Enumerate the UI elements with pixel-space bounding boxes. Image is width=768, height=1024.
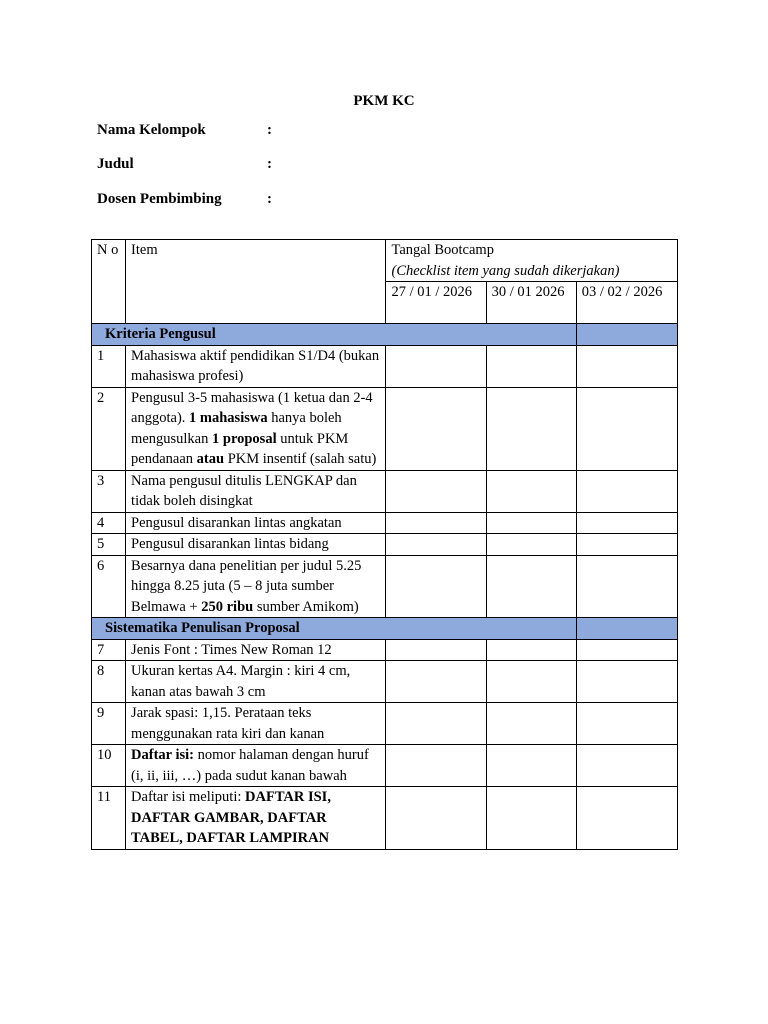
check-cell[interactable] [386, 639, 486, 661]
check-cell[interactable] [386, 512, 486, 534]
check-cell[interactable] [576, 345, 677, 387]
row-item: Daftar isi: nomor halaman dengan huruf (i, ii, iii, …) pada sudut kanan bawah [126, 745, 386, 787]
check-cell[interactable] [486, 387, 576, 470]
row-item: Ukuran kertas A4. Margin : kiri 4 cm, kanan atas bawah 3 cm [126, 661, 386, 703]
header-row [92, 240, 678, 282]
row-number: 9 [92, 703, 126, 745]
row-item: Pengusul 3-5 mahasiswa (1 ketua dan 2-4 anggota). 1 mahasiswa hanya boleh mengusulkan 1 proposal untuk PKM pendanaan atau PKM insentif (salah satu) [126, 387, 386, 470]
check-cell[interactable] [386, 387, 486, 470]
section-filler [576, 324, 677, 346]
check-cell[interactable] [486, 745, 576, 787]
table-row [92, 470, 678, 512]
row-item: Jarak spasi: 1,15. Perataan teks menggunakan rata kiri dan kanan [126, 703, 386, 745]
check-cell[interactable] [386, 345, 486, 387]
row-item: Nama pengusul ditulis LENGKAP dan tidak boleh disingkat [126, 470, 386, 512]
check-cell[interactable] [576, 512, 677, 534]
check-cell[interactable] [576, 639, 677, 661]
meta-supervisor [97, 191, 272, 208]
table-row [92, 703, 678, 745]
check-cell[interactable] [486, 534, 576, 556]
document-title: PKM KC [353, 93, 415, 109]
check-cell[interactable] [386, 661, 486, 703]
table-row [92, 345, 678, 387]
header-item: Item [126, 240, 386, 324]
check-cell[interactable] [486, 787, 576, 850]
meta-separator: : [267, 156, 272, 172]
meta-group-name [97, 122, 272, 139]
section-title: Sistematika Penulisan Proposal [92, 618, 577, 640]
row-number: 1 [92, 345, 126, 387]
date-col-3: 03 / 02 / 2026 [576, 282, 677, 324]
date-col-2: 30 / 01 2026 [486, 282, 576, 324]
check-cell[interactable] [576, 661, 677, 703]
row-number: 7 [92, 639, 126, 661]
table-row [92, 787, 678, 850]
check-cell[interactable] [576, 534, 677, 556]
table-row [92, 387, 678, 470]
section-filler [576, 618, 677, 640]
checklist-table [91, 239, 678, 850]
row-number: 5 [92, 534, 126, 556]
check-cell[interactable] [576, 555, 677, 618]
row-number: 11 [92, 787, 126, 850]
check-cell[interactable] [576, 703, 677, 745]
meta-title [97, 156, 272, 173]
table-row [92, 745, 678, 787]
check-cell[interactable] [486, 703, 576, 745]
meta-label: Nama Kelompok [97, 122, 206, 138]
section-header [92, 618, 678, 640]
row-item: Pengusul disarankan lintas angkatan [126, 512, 386, 534]
check-cell[interactable] [486, 555, 576, 618]
table-row [92, 639, 678, 661]
check-cell[interactable] [386, 555, 486, 618]
section-header [92, 324, 678, 346]
header-group-title: Tangal Bootcamp [391, 242, 494, 258]
row-item: Besarnya dana penelitian per judul 5.25 hingga 8.25 juta (5 – 8 juta sumber Belmawa + 250 ribu sumber Amikom) [126, 555, 386, 618]
section-title: Kriteria Pengusul [92, 324, 577, 346]
table-row [92, 512, 678, 534]
header-group-subtitle: (Checklist item yang sudah dikerjakan) [391, 262, 620, 279]
date-col-1: 27 / 01 / 2026 [386, 282, 486, 324]
row-number: 10 [92, 745, 126, 787]
row-item: Pengusul disarankan lintas bidang [126, 534, 386, 556]
check-cell[interactable] [486, 470, 576, 512]
check-cell[interactable] [386, 470, 486, 512]
row-number: 2 [92, 387, 126, 470]
meta-separator: : [267, 122, 272, 138]
meta-label: Judul [97, 156, 134, 172]
table-row [92, 661, 678, 703]
meta-label: Dosen Pembimbing [97, 191, 222, 207]
check-cell[interactable] [576, 387, 677, 470]
check-cell[interactable] [576, 470, 677, 512]
row-number: 3 [92, 470, 126, 512]
row-item: Daftar isi meliputi: DAFTAR ISI, DAFTAR GAMBAR, DAFTAR TABEL, DAFTAR LAMPIRAN [126, 787, 386, 850]
check-cell[interactable] [576, 787, 677, 850]
meta-separator: : [267, 191, 272, 207]
header-group [386, 240, 678, 282]
check-cell[interactable] [386, 787, 486, 850]
row-item: Jenis Font : Times New Roman 12 [126, 639, 386, 661]
row-number: 6 [92, 555, 126, 618]
check-cell[interactable] [386, 745, 486, 787]
check-cell[interactable] [486, 512, 576, 534]
check-cell[interactable] [486, 661, 576, 703]
table-row [92, 555, 678, 618]
check-cell[interactable] [486, 639, 576, 661]
check-cell[interactable] [386, 703, 486, 745]
table-row [92, 534, 678, 556]
row-item: Mahasiswa aktif pendidikan S1/D4 (bukan mahasiswa profesi) [126, 345, 386, 387]
row-number: 4 [92, 512, 126, 534]
header-no: N o [92, 240, 126, 324]
check-cell[interactable] [576, 745, 677, 787]
check-cell[interactable] [486, 345, 576, 387]
row-number: 8 [92, 661, 126, 703]
check-cell[interactable] [386, 534, 486, 556]
